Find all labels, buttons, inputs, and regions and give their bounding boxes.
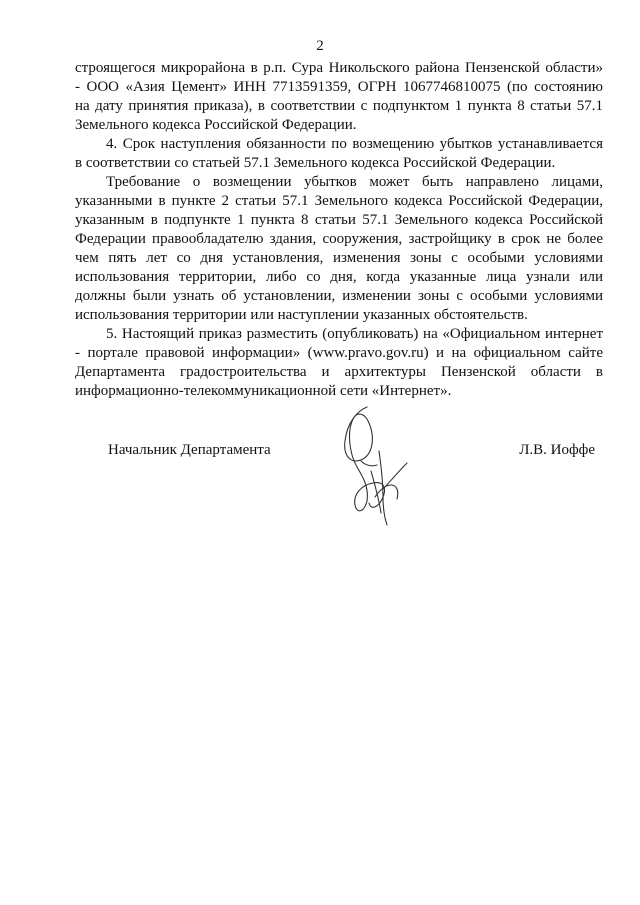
paragraph-damages-claim: [75, 173, 603, 325]
paragraph-item-4: [75, 135, 603, 173]
text-line: указанным в подпункте 1 пункта 8 статьи 57.1 Земельного кодекса Российской: [75, 212, 603, 228]
signer-name: Л.В. Иоффе: [519, 442, 595, 458]
signature-block: [0, 439, 640, 529]
document-body: [75, 59, 603, 401]
text-line: Земельного кодекса Российской Федерации.: [75, 117, 357, 133]
signer-title: Начальник Департамента: [108, 442, 271, 458]
text-line: должны были узнать об установлении, изменении зоны с особыми условиями: [75, 288, 603, 304]
text-line: информационно-телекоммуникационной сети «Интернет».: [75, 383, 452, 399]
text-line: - ООО «Азия Цемент» ИНН 7713591359, ОГРН 1067746810075 (по состоянию: [75, 79, 603, 95]
text-line: указанными в пункте 2 статьи 57.1 Земельного кодекса Российской Федерации,: [75, 193, 603, 209]
text-line: чем пять лет со дня установления, изменения зоны с особыми условиями: [75, 250, 603, 266]
text-line: использования территории, либо со дня, когда указанные лица узнали или: [75, 269, 603, 285]
text-line: строящегося микрорайона в р.п. Сура Никольского района Пензенской области»: [75, 60, 603, 76]
page-number: 2: [316, 38, 324, 54]
text-line: - портале правовой информации» (www.pravo.gov.ru) и на официальном сайте: [75, 345, 603, 361]
text-line: 4. Срок наступления обязанности по возмещению убытков устанавливается: [106, 136, 603, 152]
text-line: 5. Настоящий приказ разместить (опубликовать) на «Официальном интернет: [106, 326, 603, 342]
text-line: использования территории или наступлении указанных обстоятельств.: [75, 307, 528, 323]
text-line: Требование о возмещении убытков может быть направлено лицами,: [106, 174, 603, 190]
text-line: Департамента градостроительства и архитектуры Пензенской области в: [75, 364, 603, 380]
paragraph-continuation: [75, 59, 603, 135]
paragraph-item-5: [75, 325, 603, 401]
text-line: в соответствии со статьей 57.1 Земельного кодекса Российской Федерации.: [75, 155, 556, 171]
handwritten-signature: [327, 401, 417, 529]
text-line: на дату принятия приказа), в соответствии с подпунктом 1 пункта 8 статьи 57.1: [75, 98, 603, 114]
text-line: Федерации правообладателю здания, сооружения, застройщику в срок не более: [75, 231, 603, 247]
